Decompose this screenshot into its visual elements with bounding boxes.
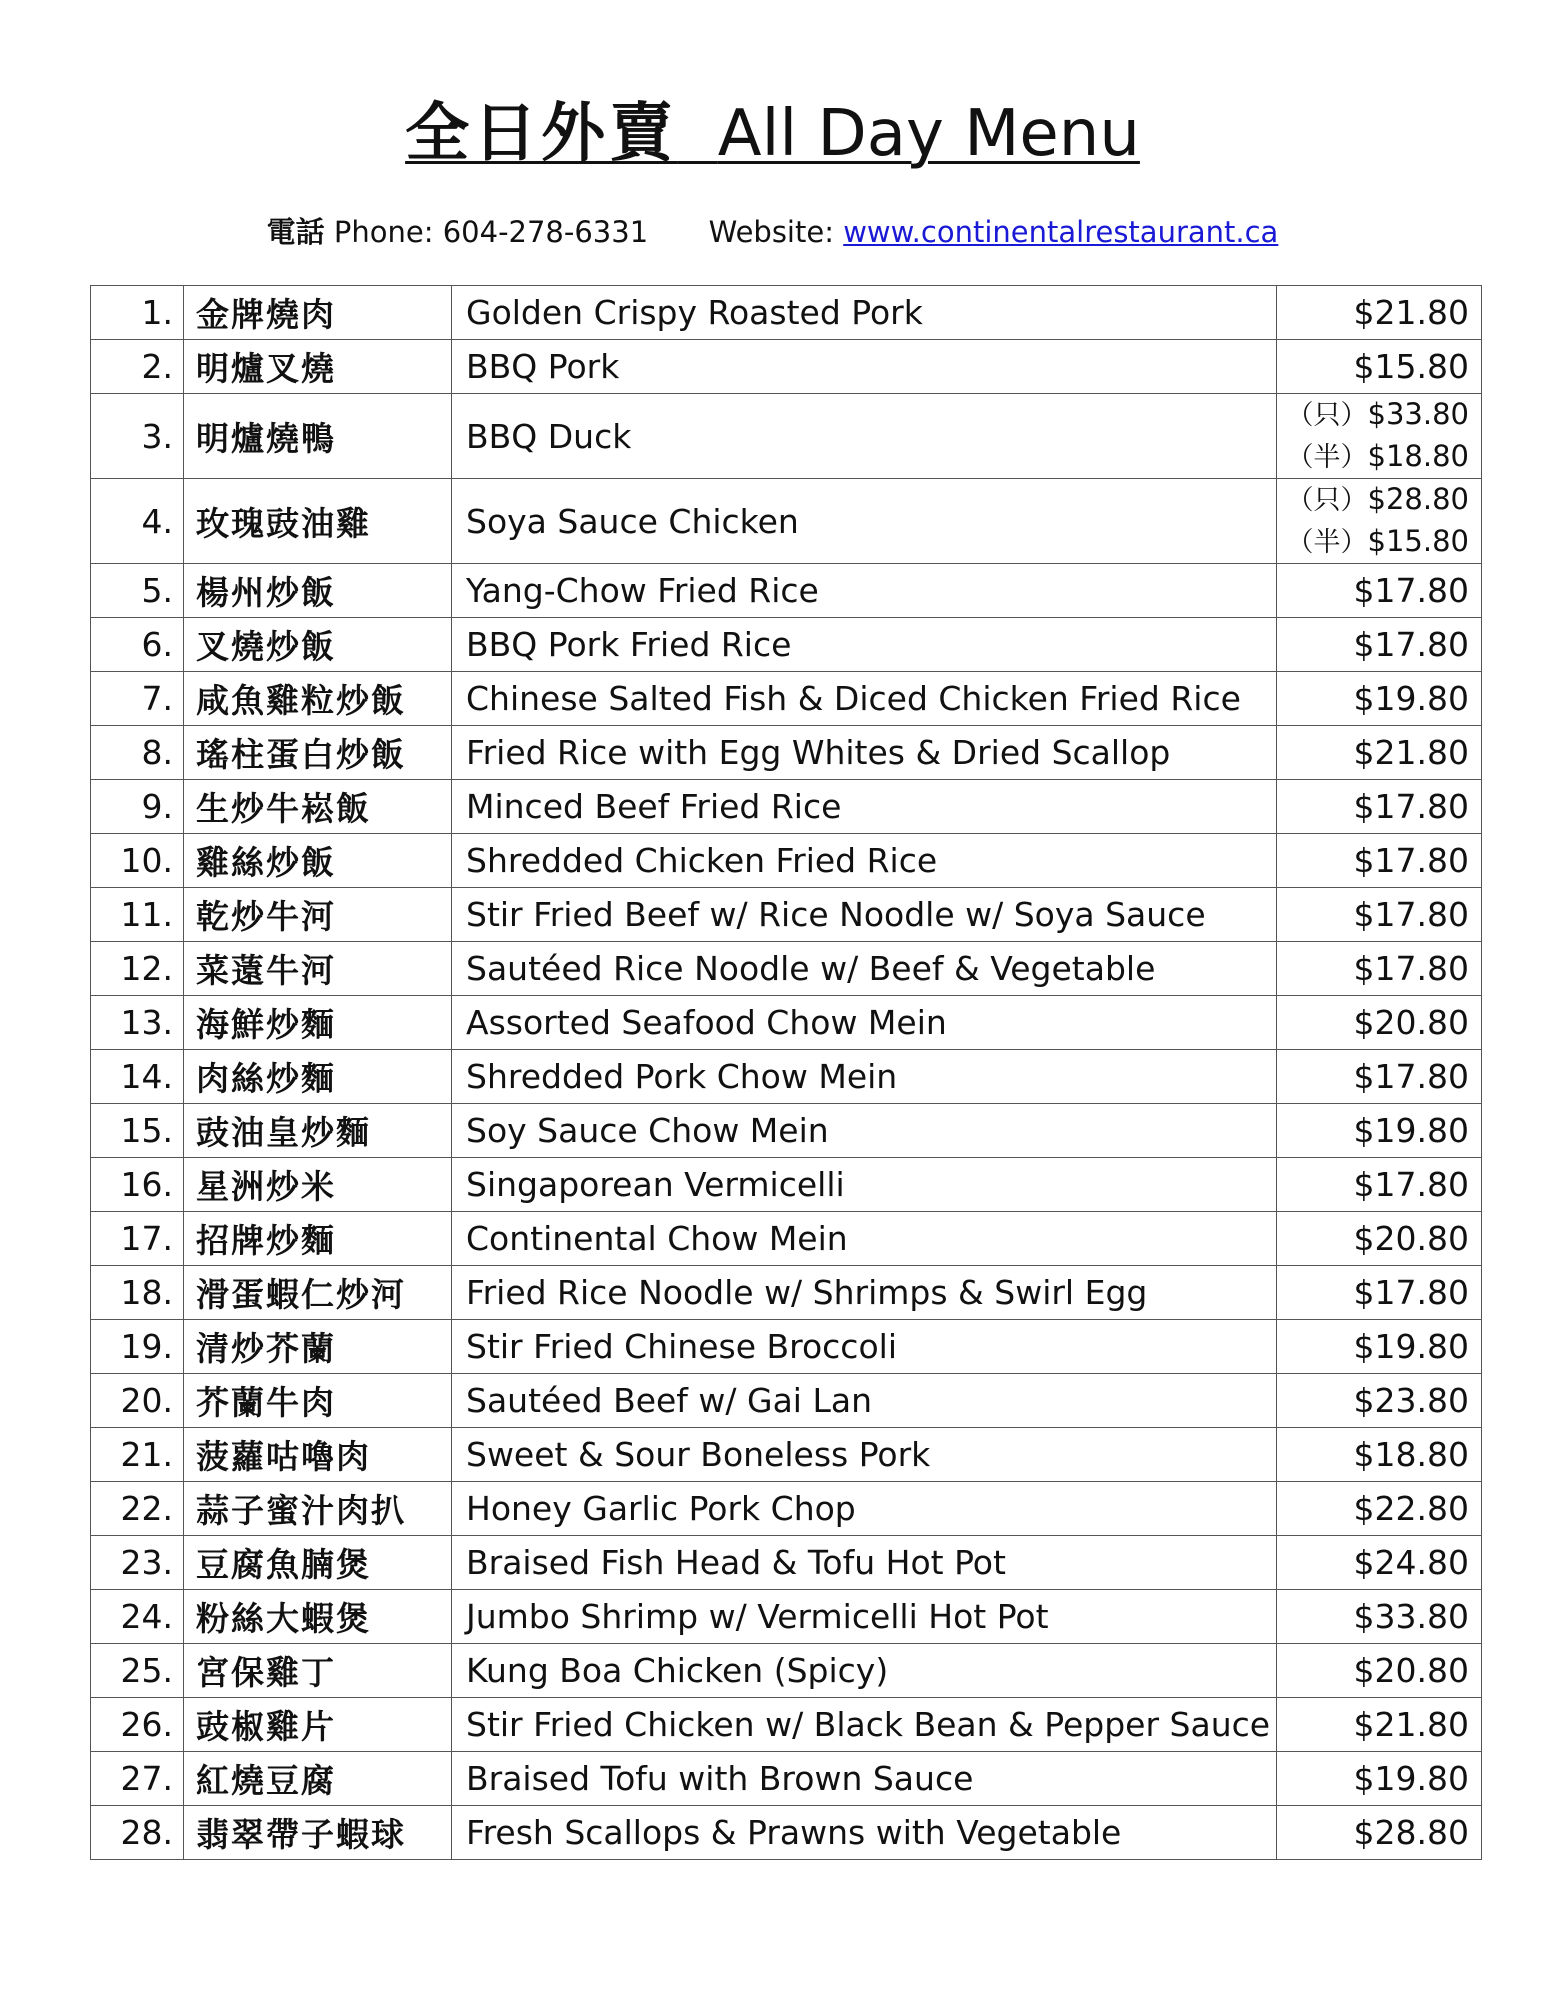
item-name-chinese: 生炒牛崧飯 <box>184 780 452 834</box>
item-name-english: Fried Rice Noodle w/ Shrimps & Swirl Egg <box>452 1266 1277 1320</box>
menu-row <box>91 996 1482 1050</box>
item-number: 26. <box>91 1698 184 1752</box>
item-name-english: Chinese Salted Fish & Diced Chicken Fried Rice <box>452 672 1277 726</box>
phone-label: Phone: <box>333 215 434 249</box>
item-name-chinese: 瑤柱蛋白炒飯 <box>184 726 452 780</box>
menu-row <box>91 834 1482 888</box>
item-number: 19. <box>91 1320 184 1374</box>
title-english: All Day Menu <box>717 97 1140 171</box>
item-number: 20. <box>91 1374 184 1428</box>
price-half <box>1277 436 1469 478</box>
item-name-chinese: 叉燒炒飯 <box>184 618 452 672</box>
item-price: $17.80 <box>1277 942 1482 996</box>
item-price: $20.80 <box>1277 1644 1482 1698</box>
menu-row <box>91 726 1482 780</box>
item-number: 28. <box>91 1806 184 1860</box>
item-name-english: Braised Fish Head & Tofu Hot Pot <box>452 1536 1277 1590</box>
item-number: 3. <box>91 394 184 479</box>
menu-table-body <box>91 286 1482 1860</box>
price-whole-label: （只） <box>1286 485 1368 516</box>
item-name-english: Stir Fried Chinese Broccoli <box>452 1320 1277 1374</box>
menu-row <box>91 479 1482 564</box>
page-title <box>0 92 1545 176</box>
menu-row <box>91 888 1482 942</box>
item-number: 10. <box>91 834 184 888</box>
item-number: 14. <box>91 1050 184 1104</box>
item-price: $23.80 <box>1277 1374 1482 1428</box>
item-name-chinese: 蒜子蜜汁肉扒 <box>184 1482 452 1536</box>
item-number: 6. <box>91 618 184 672</box>
price-whole <box>1277 479 1469 521</box>
item-price: $17.80 <box>1277 564 1482 618</box>
item-number: 25. <box>91 1644 184 1698</box>
item-price: $19.80 <box>1277 1752 1482 1806</box>
item-price <box>1277 394 1482 479</box>
item-price: $33.80 <box>1277 1590 1482 1644</box>
item-number: 8. <box>91 726 184 780</box>
item-price: $21.80 <box>1277 1698 1482 1752</box>
item-number: 27. <box>91 1752 184 1806</box>
item-name-english: Jumbo Shrimp w/ Vermicelli Hot Pot <box>452 1590 1277 1644</box>
item-number: 16. <box>91 1158 184 1212</box>
item-name-english: Yang-Chow Fried Rice <box>452 564 1277 618</box>
item-name-chinese: 菠蘿咕嚕肉 <box>184 1428 452 1482</box>
item-name-english: Braised Tofu with Brown Sauce <box>452 1752 1277 1806</box>
item-price: $17.80 <box>1277 618 1482 672</box>
item-name-english: Golden Crispy Roasted Pork <box>452 286 1277 340</box>
item-name-english: Minced Beef Fried Rice <box>452 780 1277 834</box>
item-price: $17.80 <box>1277 1050 1482 1104</box>
item-price: $17.80 <box>1277 1266 1482 1320</box>
price-whole <box>1277 394 1469 436</box>
title-underlined <box>405 92 1140 176</box>
item-name-english: Fried Rice with Egg Whites & Dried Scallop <box>452 726 1277 780</box>
website-link[interactable]: www.continentalrestaurant.ca <box>843 215 1279 249</box>
menu-row <box>91 780 1482 834</box>
item-name-chinese: 豉油皇炒麵 <box>184 1104 452 1158</box>
menu-row <box>91 394 1482 479</box>
phone-number: 604-278-6331 <box>442 215 649 249</box>
item-number: 2. <box>91 340 184 394</box>
item-name-english: Stir Fried Beef w/ Rice Noodle w/ Soya Sauce <box>452 888 1277 942</box>
item-name-chinese: 招牌炒麵 <box>184 1212 452 1266</box>
item-name-chinese: 宮保雞丁 <box>184 1644 452 1698</box>
menu-row <box>91 1698 1482 1752</box>
item-price: $17.80 <box>1277 780 1482 834</box>
title-chinese: 全日外賣 <box>405 96 678 171</box>
website-label: Website: <box>708 215 834 249</box>
menu-row <box>91 1104 1482 1158</box>
item-name-chinese: 粉絲大蝦煲 <box>184 1590 452 1644</box>
item-name-english: Fresh Scallops & Prawns with Vegetable <box>452 1806 1277 1860</box>
item-name-english: Soya Sauce Chicken <box>452 479 1277 564</box>
item-name-chinese: 紅燒豆腐 <box>184 1752 452 1806</box>
menu-row <box>91 1320 1482 1374</box>
item-price: $22.80 <box>1277 1482 1482 1536</box>
menu-row <box>91 1374 1482 1428</box>
item-number: 4. <box>91 479 184 564</box>
item-name-english: Shredded Chicken Fried Rice <box>452 834 1277 888</box>
menu-row <box>91 672 1482 726</box>
menu-row <box>91 1050 1482 1104</box>
item-number: 11. <box>91 888 184 942</box>
item-name-chinese: 乾炒牛河 <box>184 888 452 942</box>
item-name-chinese: 芥蘭牛肉 <box>184 1374 452 1428</box>
price-whole-label: （只） <box>1286 400 1368 431</box>
menu-row <box>91 1590 1482 1644</box>
menu-row <box>91 1752 1482 1806</box>
price-half-value: $15.80 <box>1367 524 1469 558</box>
item-name-english: Assorted Seafood Chow Mein <box>452 996 1277 1050</box>
item-name-chinese: 明爐燒鴨 <box>184 394 452 479</box>
item-name-english: Sweet & Sour Boneless Pork <box>452 1428 1277 1482</box>
item-name-chinese: 雞絲炒飯 <box>184 834 452 888</box>
item-name-chinese: 明爐叉燒 <box>184 340 452 394</box>
item-price: $17.80 <box>1277 888 1482 942</box>
item-price: $24.80 <box>1277 1536 1482 1590</box>
item-name-english: Singaporean Vermicelli <box>452 1158 1277 1212</box>
price-whole-value: $33.80 <box>1367 397 1469 431</box>
item-price <box>1277 479 1482 564</box>
item-name-english: BBQ Pork Fried Rice <box>452 618 1277 672</box>
price-half-label: （半） <box>1286 527 1368 558</box>
price-half-label: （半） <box>1286 442 1368 473</box>
item-price: $18.80 <box>1277 1428 1482 1482</box>
item-name-chinese: 玫瑰豉油雞 <box>184 479 452 564</box>
item-name-chinese: 豆腐魚腩煲 <box>184 1536 452 1590</box>
item-price: $19.80 <box>1277 1104 1482 1158</box>
item-number: 9. <box>91 780 184 834</box>
item-name-english: Honey Garlic Pork Chop <box>452 1482 1277 1536</box>
item-name-english: Shredded Pork Chow Mein <box>452 1050 1277 1104</box>
menu-row <box>91 1482 1482 1536</box>
menu-row <box>91 1212 1482 1266</box>
menu-row <box>91 286 1482 340</box>
item-number: 21. <box>91 1428 184 1482</box>
item-number: 5. <box>91 564 184 618</box>
menu-row <box>91 1536 1482 1590</box>
menu-row <box>91 1158 1482 1212</box>
item-number: 18. <box>91 1266 184 1320</box>
item-number: 22. <box>91 1482 184 1536</box>
menu-table <box>90 285 1482 1860</box>
menu-row <box>91 618 1482 672</box>
item-number: 17. <box>91 1212 184 1266</box>
item-price: $28.80 <box>1277 1806 1482 1860</box>
item-name-chinese: 星洲炒米 <box>184 1158 452 1212</box>
item-name-english: Continental Chow Mein <box>452 1212 1277 1266</box>
menu-row <box>91 1428 1482 1482</box>
item-number: 1. <box>91 286 184 340</box>
item-name-english: Sautéed Beef w/ Gai Lan <box>452 1374 1277 1428</box>
item-name-chinese: 楊州炒飯 <box>184 564 452 618</box>
item-name-chinese: 豉椒雞片 <box>184 1698 452 1752</box>
item-name-english: BBQ Pork <box>452 340 1277 394</box>
item-name-english: Soy Sauce Chow Mein <box>452 1104 1277 1158</box>
item-name-chinese: 金牌燒肉 <box>184 286 452 340</box>
menu-row <box>91 942 1482 996</box>
item-name-english: Kung Boa Chicken (Spicy) <box>452 1644 1277 1698</box>
item-name-chinese: 清炒芥蘭 <box>184 1320 452 1374</box>
item-price: $17.80 <box>1277 834 1482 888</box>
item-price: $21.80 <box>1277 726 1482 780</box>
price-whole-value: $28.80 <box>1367 482 1469 516</box>
menu-row <box>91 1644 1482 1698</box>
item-price: $20.80 <box>1277 1212 1482 1266</box>
item-price: $19.80 <box>1277 672 1482 726</box>
item-number: 13. <box>91 996 184 1050</box>
item-name-chinese: 肉絲炒麵 <box>184 1050 452 1104</box>
item-name-chinese: 海鮮炒麵 <box>184 996 452 1050</box>
item-price: $17.80 <box>1277 1158 1482 1212</box>
item-number: 23. <box>91 1536 184 1590</box>
item-name-chinese: 咸魚雞粒炒飯 <box>184 672 452 726</box>
item-number: 7. <box>91 672 184 726</box>
phone-label-chinese: 電話 <box>266 215 325 249</box>
item-price: $15.80 <box>1277 340 1482 394</box>
item-price: $20.80 <box>1277 996 1482 1050</box>
item-name-chinese: 翡翠帶子蝦球 <box>184 1806 452 1860</box>
menu-row <box>91 1266 1482 1320</box>
item-name-chinese: 菜薳牛河 <box>184 942 452 996</box>
item-number: 15. <box>91 1104 184 1158</box>
contact-line <box>0 212 1545 252</box>
price-half <box>1277 521 1469 563</box>
menu-row <box>91 1806 1482 1860</box>
item-number: 24. <box>91 1590 184 1644</box>
item-price: $21.80 <box>1277 286 1482 340</box>
item-name-english: Stir Fried Chicken w/ Black Bean & Pepper Sauce <box>452 1698 1277 1752</box>
price-half-value: $18.80 <box>1367 439 1469 473</box>
item-name-english: BBQ Duck <box>452 394 1277 479</box>
menu-row <box>91 340 1482 394</box>
item-name-english: Sautéed Rice Noodle w/ Beef & Vegetable <box>452 942 1277 996</box>
item-name-chinese: 滑蛋蝦仁炒河 <box>184 1266 452 1320</box>
item-number: 12. <box>91 942 184 996</box>
item-price: $19.80 <box>1277 1320 1482 1374</box>
menu-row <box>91 564 1482 618</box>
